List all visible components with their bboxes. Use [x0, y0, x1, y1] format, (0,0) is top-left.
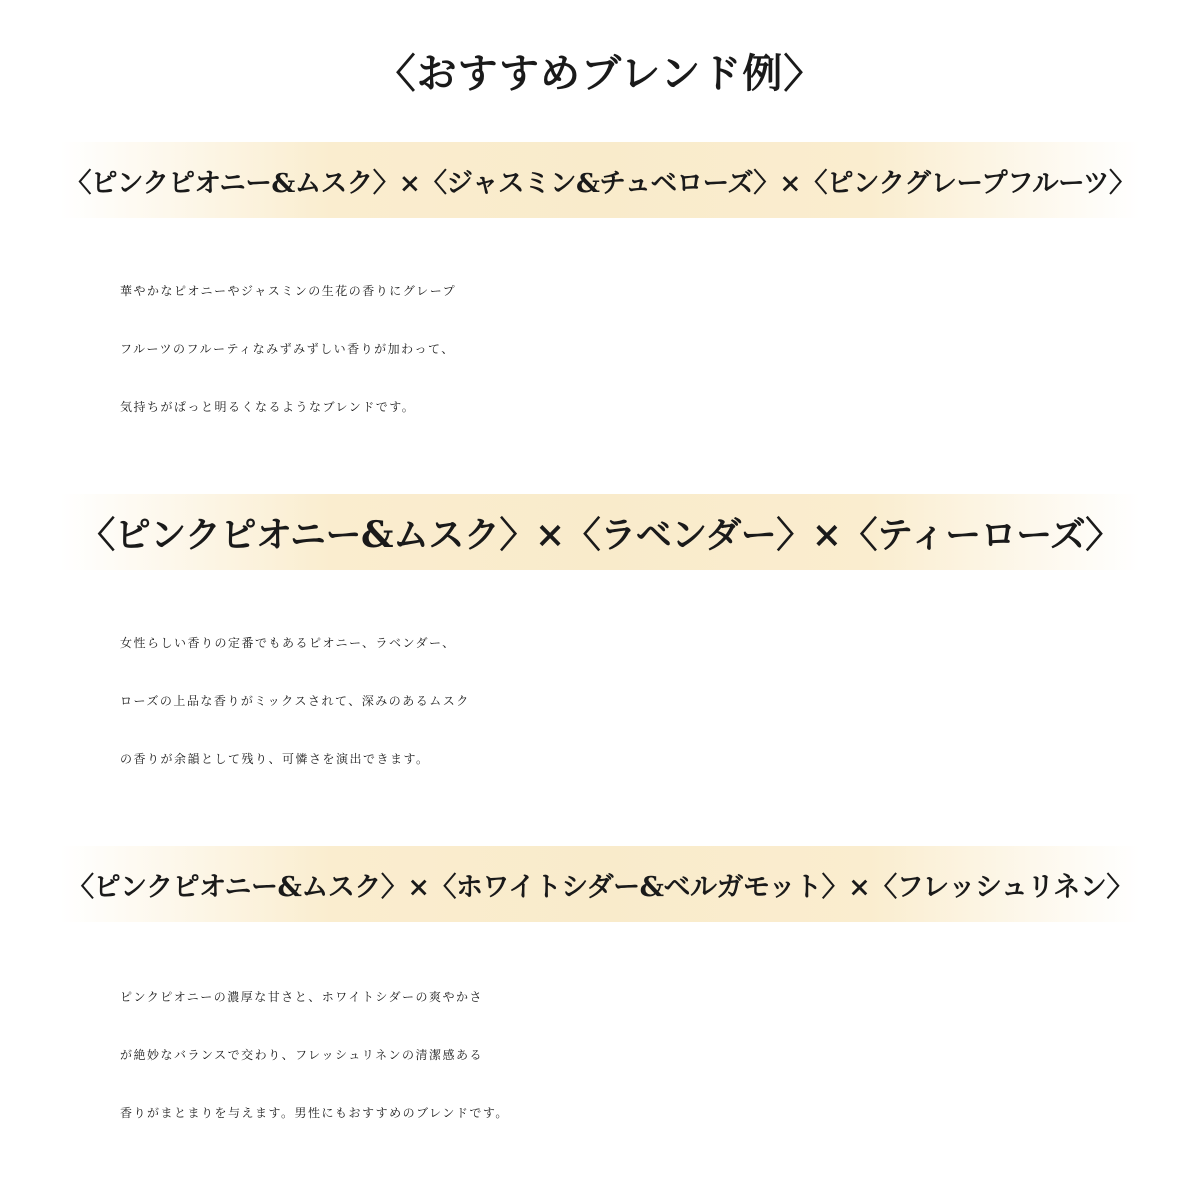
description-line: 香りがまとまりを与えます。男性にもおすすめのブレンドです。 [120, 1106, 509, 1120]
blend-description [120, 262, 1080, 436]
blend-heading: 〈ピンクピオニー&ムスク〉×〈ラベンダー〉×〈ティーローズ〉 [79, 513, 1121, 556]
page-title: 〈おすすめブレンド例〉 [375, 50, 825, 97]
description-line: フルーツのフルーティなみずみずしい香りが加わって、 [120, 342, 455, 356]
blend-description [120, 968, 1080, 1142]
description-line: が絶妙なバランスで交わり、フレッシュリネンの清潔感ある [120, 1048, 484, 1062]
blend-heading-band [60, 142, 1140, 218]
blend-description [120, 614, 1080, 788]
blend-heading: 〈ピンクピオニー&ムスク〉×〈ジャスミン&チュベローズ〉×〈ピンクグレープフルーツ〉 [64, 167, 1136, 199]
description-line: の香りが余韻として残り、可憐さを演出できます。 [120, 752, 430, 766]
blend-heading: 〈ピンクピオニー&ムスク〉×〈ホワイトシダー&ベルガモット〉×〈フレッシュリネン〉 [67, 871, 1133, 903]
blend-heading-band [60, 846, 1140, 922]
description-line: ローズの上品な香りがミックスされて、深みのあるムスク [120, 694, 470, 708]
blend-heading-band [60, 494, 1140, 570]
description-line: 華やかなピオニーやジャスミンの生花の香りにグレープ [120, 284, 457, 298]
description-line: 女性らしい香りの定番でもあるピオニー、ラベンダー、 [120, 636, 456, 650]
description-line: 気持ちがぱっと明るくなるようなブレンドです。 [120, 400, 416, 414]
description-line: ピンクピオニーの濃厚な甘さと、ホワイトシダーの爽やかさ [120, 990, 483, 1004]
